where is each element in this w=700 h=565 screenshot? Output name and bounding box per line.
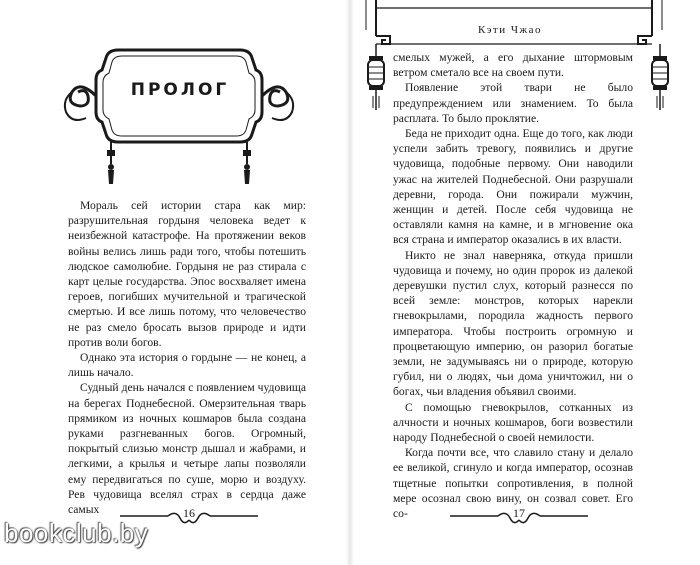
- paragraph: Однако эта история о гордыне — не конец, а лишь начало.: [68, 351, 306, 380]
- paragraph: смелых мужей, а его дыхание штормовым ветром сметало все на своем пути.: [393, 51, 633, 80]
- chapter-title: ПРОЛОГ: [130, 80, 230, 100]
- paragraph: Мораль сей истории стара как мир: разрушительная гордыня человека ведет к неизбежной катастрофе. На протяжении веков войны велись лишь ради того, чтобы потешить людское самолюбие. Гордыня не раз стирала с карт целые государства. Эпос восхваляет имена героев, погибших мучительной и трагической смертью. И все лишь потому, что человечество не раз смело бросать вызов природе и идти против воли богов.: [68, 199, 306, 349]
- right-page: [350, 0, 700, 565]
- paragraph: Судный день начался с появлением чудовища на берегах Поднебесной. Омерзительная тварь прямиком из ночных кошмаров была создана руками разгневанных богов. Огромный, покрытый слизью монстр дышал и жабрами, и легкими, а крылья и четыре лапы позволяли ему передвигаться по суше, морю и воздуху. Рев чудовища вселял страх в сердца даже самых: [68, 381, 306, 517]
- watermark: bookclub.by: [4, 518, 149, 548]
- paragraph: Никто не знал наверняка, откуда пришли чудовища и почему, но один пророк из далекой деревушки пустил слух, который разнесся по всей земле: монстров, которых нарекли гневокрылами, породила жадность первого императора. Чтобы построить огромную и процветающую империю, он разорил богатые земли, не задумываясь ни о природе, которую губил, ни о людях, чьи дома уничтожил, ни о богах, чьи владения объявил своими.: [393, 248, 633, 399]
- page-number: 17: [513, 506, 525, 520]
- paragraph: Беда не приходит одна. Еще до того, как люди успели забить тревогу, появились и другие чудовища, подобные первому. Они наводили ужас на жителей Поднебесной. Они разрушали деревни, города. Они пожирали мужчин, женщин и детей. После себя чудовища не оставляли камня на камне, и в мгновение ока вся страна и император оказались в их власти.: [393, 127, 633, 247]
- paragraph: С помощью гневокрылов, сотканных из алчности и ночных кошмаров, боги возвестили народу Поднебесной о своей немилости.: [393, 400, 633, 445]
- paragraph: Когда почти все, что славило стану и делало ее великой, сгинуло и когда император, осознав тщетные попытки сопротивления, в полной мере осознал свою вину, он созвал совет. Его со-: [393, 446, 633, 521]
- running-head: Кэти Чжао: [478, 24, 542, 36]
- page-number: 16: [183, 506, 195, 520]
- paragraph: Появление этой твари не было предупреждением или знамением. То была расплата. То было проклятие.: [393, 81, 633, 125]
